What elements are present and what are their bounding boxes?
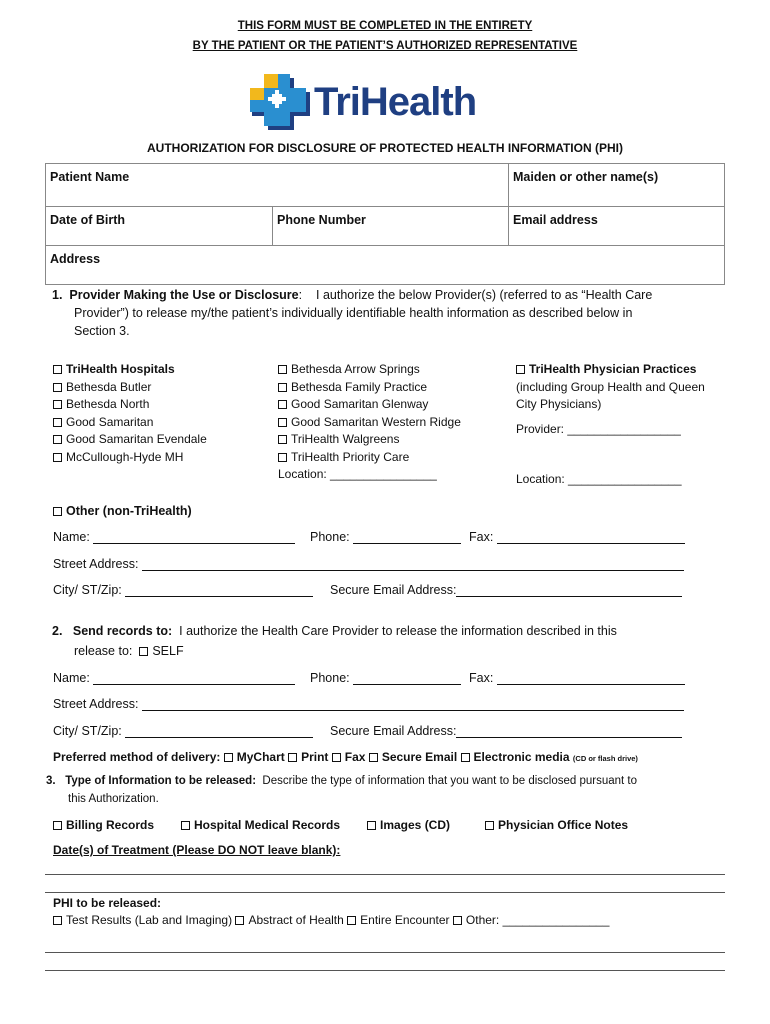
form-title: AUTHORIZATION FOR DISCLOSURE OF PROTECTED HEALTH INFORMATION (PHI)	[147, 141, 623, 155]
checkbox-icon[interactable]	[278, 435, 287, 444]
record-type-label: Images (CD)	[380, 818, 451, 832]
email-label: Email address	[513, 213, 598, 227]
section2-text-line2: release to:	[74, 644, 133, 658]
checkbox-icon[interactable]	[369, 753, 378, 762]
delivery-option-label: MyChart	[236, 750, 285, 764]
checkbox-icon[interactable]	[53, 365, 62, 374]
email-cell[interactable]	[508, 206, 725, 246]
trihealth-hospitals-title: TriHealth Hospitals	[66, 362, 175, 376]
send-city-row	[53, 724, 313, 738]
phi-option-label: Test Results (Lab and Imaging)	[66, 913, 233, 927]
send-phone-row	[310, 671, 461, 685]
checkbox-icon[interactable]	[278, 453, 287, 462]
phi-options-row	[53, 913, 609, 927]
section3-line1	[46, 775, 637, 787]
name-input[interactable]	[93, 672, 295, 685]
delivery-row	[53, 750, 638, 764]
hospital-option[interactable]	[53, 431, 207, 449]
hospital-option[interactable]	[53, 449, 207, 467]
phi-input-line-2[interactable]	[45, 970, 725, 971]
other-secure-email-row	[330, 583, 682, 597]
self-label: SELF	[152, 644, 184, 658]
checkbox-icon[interactable]	[453, 916, 462, 925]
hospital-option[interactable]	[53, 379, 207, 397]
fax-input[interactable]	[497, 531, 685, 544]
delivery-option-electronic-media[interactable]	[461, 750, 570, 764]
physician-practices-sub1: (including Group Health and Queen	[516, 379, 705, 394]
checkbox-icon[interactable]	[278, 383, 287, 392]
delivery-option-fax[interactable]	[332, 750, 366, 764]
record-type-label: Physician Office Notes	[498, 818, 629, 832]
section2-number: 2.	[52, 624, 63, 638]
other-city-row	[53, 583, 313, 597]
street-input[interactable]	[142, 698, 684, 711]
phi-option-other[interactable]	[453, 913, 499, 927]
street-label: Street Address:	[53, 697, 139, 711]
site-label: Good Samaritan Western Ridge	[291, 414, 461, 429]
address-label: Address	[50, 252, 101, 266]
other-title: Other (non-TriHealth)	[66, 504, 192, 518]
media-note: (CD or flash drive)	[572, 754, 638, 763]
checkbox-icon[interactable]	[461, 753, 470, 762]
section2-text-line1: I authorize the Health Care Provider to release the information described in this	[179, 624, 617, 638]
secure-email-input[interactable]	[456, 725, 682, 738]
other-name-row	[53, 530, 295, 544]
name-input[interactable]	[93, 531, 295, 544]
record-type-images[interactable]	[367, 818, 450, 832]
dates-input-line-2[interactable]	[45, 892, 725, 893]
dob-cell[interactable]	[45, 206, 273, 246]
city-input[interactable]	[125, 725, 313, 738]
checkbox-icon[interactable]	[224, 753, 233, 762]
phone-label: Phone:	[310, 671, 350, 685]
send-fax-row	[469, 671, 685, 685]
physician-practices-option[interactable]	[516, 361, 705, 379]
site-option[interactable]	[278, 379, 461, 397]
form-header-line2: BY THE PATIENT OR THE PATIENT’S AUTHORIZED REPRESENTATIVE	[192, 40, 578, 52]
phi-option-entire-encounter[interactable]	[347, 913, 449, 927]
send-street-row	[53, 697, 684, 711]
phi-input-line-1[interactable]	[45, 952, 725, 953]
secure-email-label: Secure Email Address:	[330, 724, 457, 738]
maiden-name-label: Maiden or other name(s)	[513, 170, 659, 184]
section2-line2	[74, 644, 184, 658]
site-option[interactable]	[278, 431, 461, 449]
delivery-option-label: Print	[301, 750, 329, 764]
site-option[interactable]	[278, 449, 461, 467]
phi-other-blank[interactable]: ________________	[502, 913, 610, 927]
checkbox-icon[interactable]	[53, 435, 62, 444]
form-header-line1: THIS FORM MUST BE COMPLETED IN THE ENTIRETY	[237, 20, 533, 32]
hospital-label: Bethesda North	[66, 397, 150, 411]
physician-practices-block	[516, 361, 705, 414]
hospital-label: Good Samaritan Evendale	[66, 432, 207, 446]
fax-input[interactable]	[497, 672, 685, 685]
city-input[interactable]	[125, 584, 313, 597]
dob-label: Date of Birth	[50, 213, 125, 227]
logo-text: TriHealth	[314, 80, 477, 124]
phi-option-abstract[interactable]	[235, 913, 343, 927]
fax-label: Fax:	[469, 671, 494, 685]
site-label: Good Samaritan Glenway	[291, 397, 429, 411]
city-label: City/ ST/Zip:	[53, 724, 122, 738]
other-street-row	[53, 557, 684, 571]
checkbox-icon[interactable]	[53, 916, 62, 925]
section1-line1	[52, 288, 652, 302]
physician-practices-title: TriHealth Physician Practices	[529, 362, 697, 376]
checkbox-icon[interactable]	[181, 821, 190, 830]
delivery-option-label: Secure Email	[381, 750, 458, 764]
checkbox-icon[interactable]	[347, 916, 356, 925]
trihealth-sites-list	[278, 361, 461, 484]
section1-number: 1.	[52, 288, 63, 302]
delivery-option-mychart[interactable]	[224, 750, 285, 764]
location-field[interactable]: Location: ________________	[278, 467, 437, 481]
other-phone-row	[310, 530, 461, 544]
site-label: TriHealth Priority Care	[291, 449, 410, 464]
section2-line1	[52, 624, 617, 638]
hospital-label: Good Samaritan	[66, 414, 154, 429]
physician-location-field[interactable]: Location: _________________	[516, 472, 682, 486]
checkbox-icon[interactable]	[367, 821, 376, 830]
checkbox-icon[interactable]	[288, 753, 297, 762]
section2-heading: Send records to:	[72, 624, 173, 638]
delivery-option-print[interactable]	[288, 750, 328, 764]
phi-label: PHI to be released:	[53, 896, 162, 910]
site-label: Bethesda Arrow Springs	[291, 362, 420, 376]
hospital-option[interactable]	[53, 414, 207, 432]
checkbox-icon[interactable]	[235, 916, 244, 925]
trihealth-logo	[250, 74, 480, 134]
site-option[interactable]	[278, 361, 461, 379]
section1-text-line3: Section 3.	[74, 324, 130, 338]
phi-option-test-results[interactable]	[53, 913, 232, 927]
site-label: TriHealth Walgreens	[291, 432, 400, 446]
dates-input-line-1[interactable]	[45, 874, 725, 875]
section1-text-line1: I authorize the below Provider(s) (referred to as “Health Care	[316, 288, 653, 302]
self-option[interactable]	[139, 644, 183, 658]
checkbox-icon[interactable]	[53, 453, 62, 462]
section1-colon: :	[298, 288, 303, 302]
record-type-physician[interactable]	[485, 818, 628, 832]
fax-label: Fax:	[469, 530, 494, 544]
phi-option-label: Other:	[465, 913, 500, 927]
secure-email-label: Secure Email Address:	[330, 583, 457, 597]
checkbox-icon[interactable]	[53, 383, 62, 392]
trihealth-hospitals-list	[53, 361, 207, 466]
checkbox-icon[interactable]	[278, 400, 287, 409]
phone-cell[interactable]	[272, 206, 509, 246]
name-label: Name:	[53, 671, 90, 685]
site-option[interactable]	[278, 414, 461, 432]
section1-text-line2: Provider”) to release my/the patient’s individually identifiable health information as described below in	[74, 306, 633, 320]
checkbox-icon[interactable]	[53, 400, 62, 409]
hospital-label: McCullough-Hyde MH	[66, 449, 184, 464]
record-type-label: Billing Records	[66, 818, 155, 832]
phone-label: Phone:	[310, 530, 350, 544]
phone-label: Phone Number	[277, 213, 366, 227]
checkbox-icon[interactable]	[53, 821, 62, 830]
section3-text-line1: Describe the type of information that you want to be disclosed pursuant to	[262, 775, 638, 787]
hospital-label: Bethesda Butler	[66, 379, 152, 394]
checkbox-icon[interactable]	[278, 418, 287, 427]
delivery-option-secure-email[interactable]	[369, 750, 457, 764]
city-label: City/ ST/Zip:	[53, 583, 122, 597]
street-label: Street Address:	[53, 557, 139, 571]
send-name-row	[53, 671, 295, 685]
delivery-option-label: Fax	[344, 750, 366, 764]
phone-input[interactable]	[353, 531, 461, 544]
site-label: Bethesda Family Practice	[291, 379, 428, 394]
send-secure-email-row	[330, 724, 682, 738]
phi-option-label: Entire Encounter	[360, 913, 450, 927]
phi-option-label: Abstract of Health	[248, 913, 344, 927]
other-option[interactable]	[53, 504, 192, 518]
checkbox-icon[interactable]	[278, 365, 287, 374]
street-input[interactable]	[142, 558, 684, 571]
name-label: Name:	[53, 530, 90, 544]
provider-field[interactable]: Provider: _________________	[516, 422, 681, 436]
patient-name-label: Patient Name	[50, 170, 130, 184]
record-type-hospital[interactable]	[181, 818, 340, 832]
checkbox-icon[interactable]	[332, 753, 341, 762]
trihealth-hospitals-option[interactable]	[53, 361, 207, 379]
delivery-label: Preferred method of delivery:	[53, 750, 221, 764]
section3-heading: Type of Information to be released:	[65, 775, 257, 787]
checkbox-icon[interactable]	[485, 821, 494, 830]
checkbox-icon[interactable]	[53, 507, 62, 516]
section3-number: 3.	[46, 775, 56, 787]
checkbox-icon[interactable]	[516, 365, 525, 374]
other-fax-row	[469, 530, 685, 544]
checkbox-icon[interactable]	[139, 647, 148, 656]
trihealth-cross-icon	[250, 74, 312, 134]
site-option[interactable]	[278, 396, 461, 414]
record-type-billing[interactable]	[53, 818, 154, 832]
delivery-option-label: Electronic media	[473, 750, 570, 764]
maiden-name-cell[interactable]	[508, 163, 725, 207]
record-type-label: Hospital Medical Records	[194, 818, 341, 832]
address-cell[interactable]	[45, 245, 725, 285]
section1-heading: Provider Making the Use or Disclosure	[69, 288, 299, 302]
hospital-option[interactable]	[53, 396, 207, 414]
section3-text-line2: this Authorization.	[68, 793, 159, 805]
physician-practices-sub2: City Physicians)	[516, 397, 602, 411]
checkbox-icon[interactable]	[53, 418, 62, 427]
secure-email-input[interactable]	[456, 584, 682, 597]
phone-input[interactable]	[353, 672, 461, 685]
dates-of-treatment-label: Date(s) of Treatment (Please DO NOT leave blank):	[53, 843, 341, 857]
